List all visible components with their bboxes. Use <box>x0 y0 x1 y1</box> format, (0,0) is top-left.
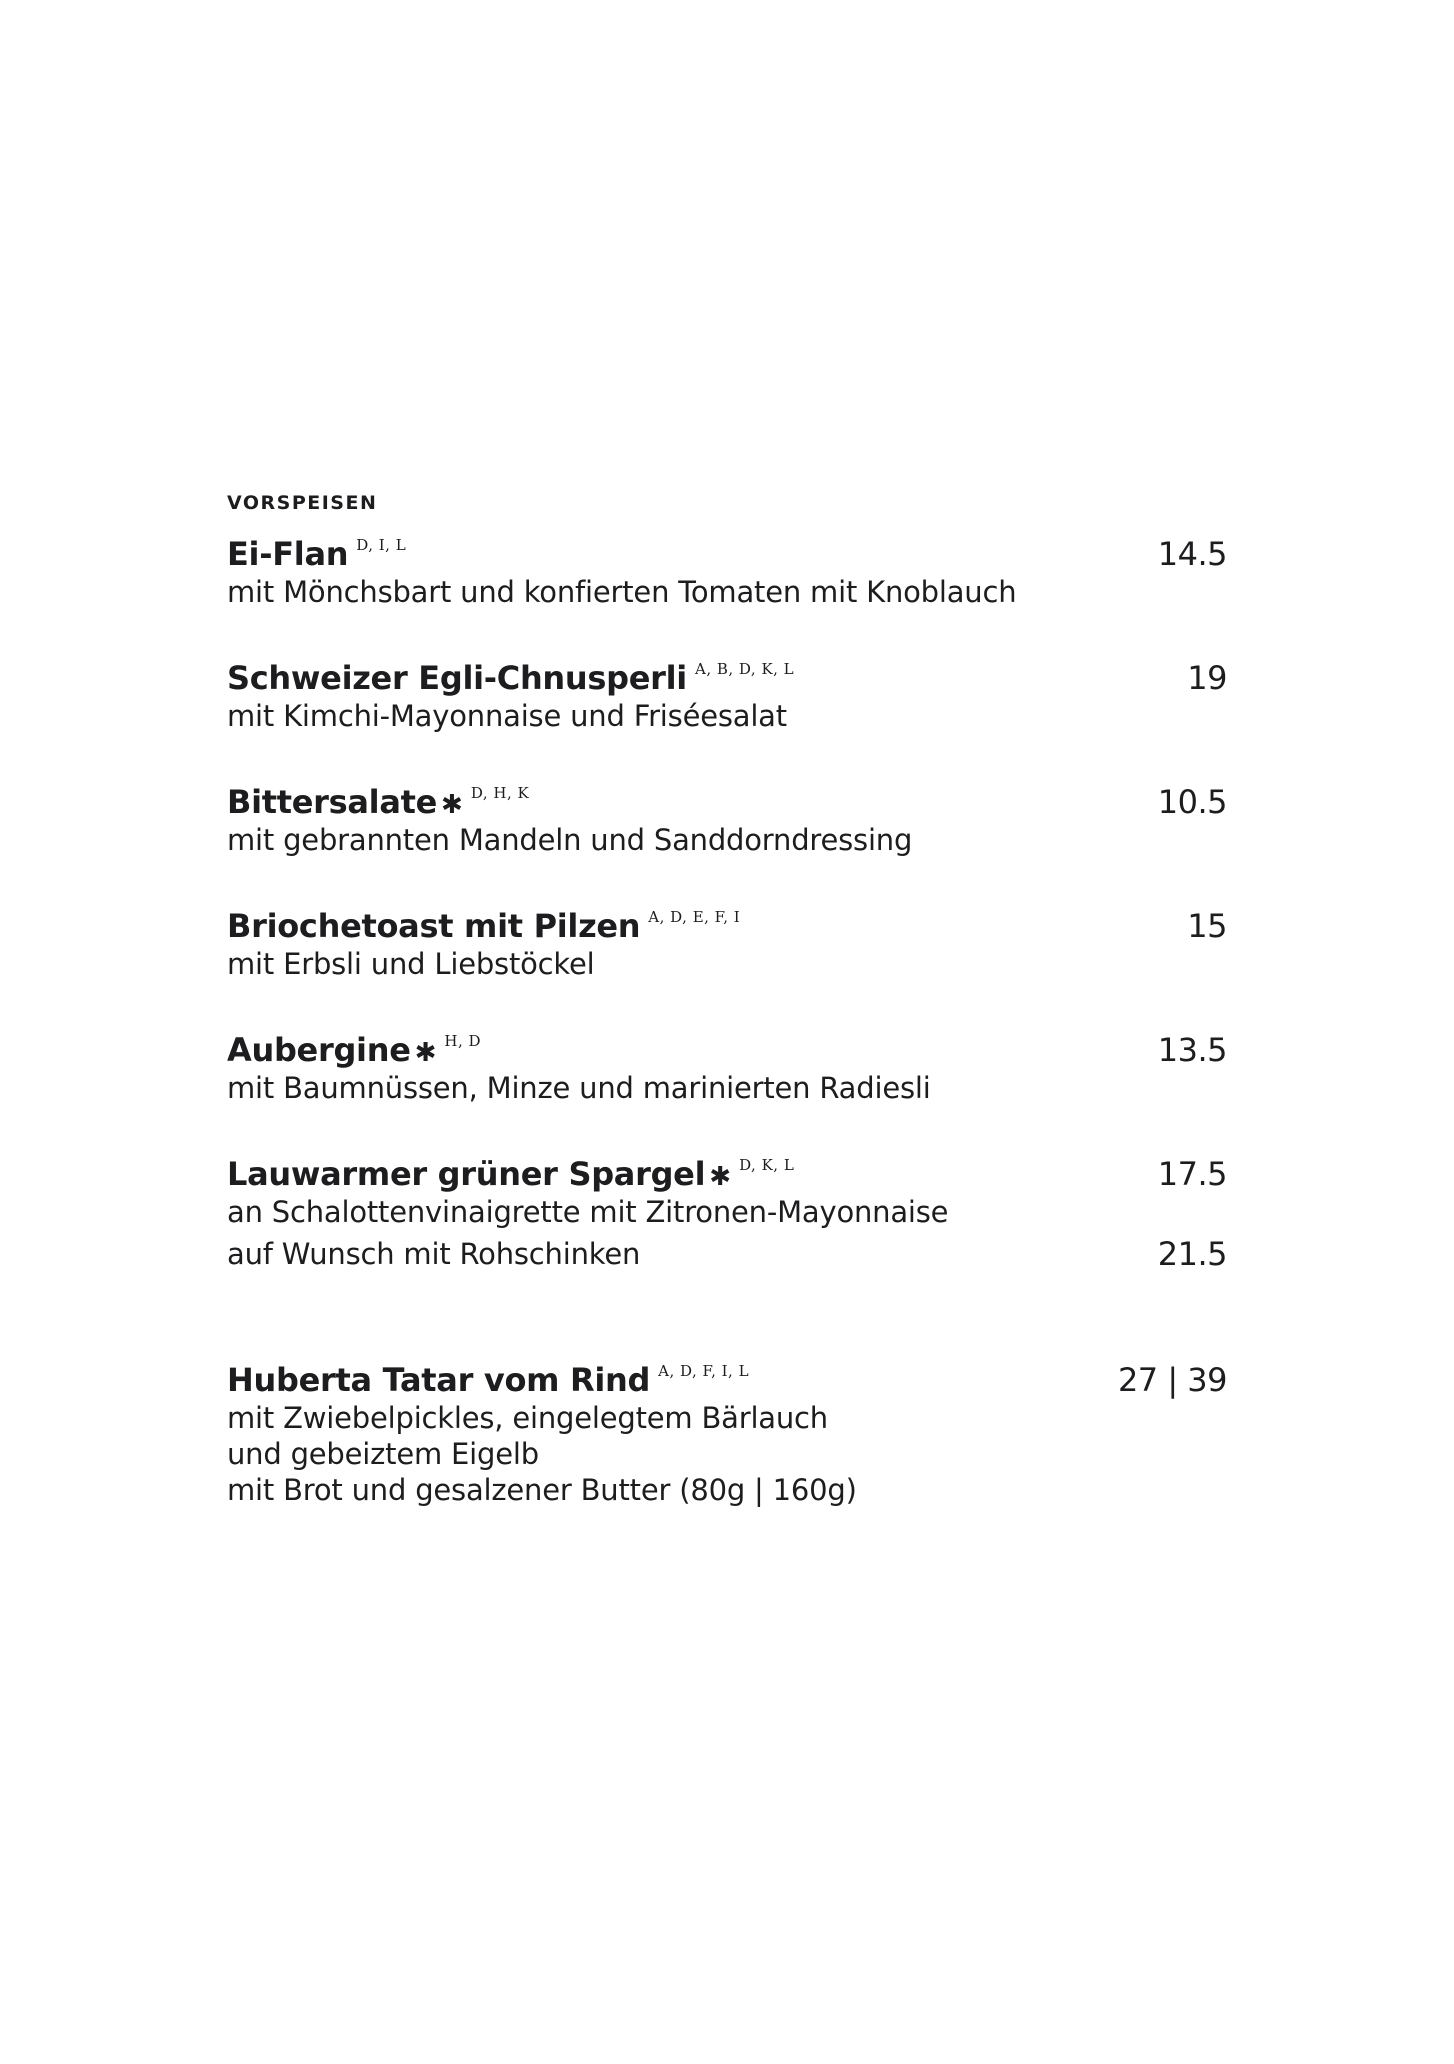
item-header <box>227 1154 1227 1194</box>
allergen-codes: D, I, L <box>356 536 407 554</box>
item-description: mit gebrannten Mandeln und Sanddorndressing <box>227 823 913 857</box>
menu-item <box>227 1030 1227 1106</box>
item-price: 19 <box>1187 659 1227 697</box>
item-name: Lauwarmer grüner Spargel <box>227 1155 706 1193</box>
allergen-codes: H, D <box>444 1032 482 1050</box>
item-description: mit Brot und gesalzener Butter (80g | 160g) <box>227 1473 857 1507</box>
item-price: 13.5 <box>1157 1031 1227 1069</box>
option-label: auf Wunsch mit Rohschinken <box>227 1237 641 1271</box>
item-header <box>227 782 1227 822</box>
item-description: mit Zwiebelpickles, eingelegtem Bärlauch <box>227 1401 828 1435</box>
item-description: mit Erbsli und Liebstöckel <box>227 947 595 981</box>
item-header <box>227 658 1227 698</box>
allergen-codes: A, D, F, I, L <box>658 1362 750 1380</box>
item-header <box>227 1030 1227 1070</box>
menu-item <box>227 534 1227 610</box>
item-price: 14.5 <box>1157 535 1227 573</box>
vegetarian-star-icon: ✱ <box>709 1162 732 1192</box>
item-description: und gebeiztem Eigelb <box>227 1437 539 1471</box>
item-header <box>227 906 1227 946</box>
item-description: mit Mönchsbart und konfierten Tomaten mit Knoblauch <box>227 575 1017 609</box>
item-option <box>227 1236 1227 1272</box>
item-name: Ei-Flan <box>227 535 349 573</box>
item-price: 27 | 39 <box>1117 1361 1227 1399</box>
vegetarian-star-icon: ✱ <box>414 1038 437 1068</box>
item-description: mit Baumnüssen, Minze und marinierten Radiesli <box>227 1071 931 1105</box>
item-price: 17.5 <box>1157 1155 1227 1193</box>
item-description: mit Kimchi-Mayonnaise und Friséesalat <box>227 699 787 733</box>
item-header <box>227 534 1227 574</box>
allergen-codes: D, K, L <box>739 1156 795 1174</box>
option-price: 21.5 <box>1157 1235 1227 1273</box>
menu-page <box>227 490 1227 1556</box>
item-header <box>227 1360 1227 1400</box>
menu-item <box>227 1360 1227 1508</box>
allergen-codes: A, D, E, F, I <box>648 908 741 926</box>
item-name: Briochetoast mit Pilzen <box>227 907 641 945</box>
menu-item <box>227 1154 1227 1272</box>
item-price: 15 <box>1187 907 1227 945</box>
allergen-codes: D, H, K <box>470 784 530 802</box>
item-description: an Schalottenvinaigrette mit Zitronen-Mayonnaise <box>227 1195 949 1229</box>
section-title: VORSPEISEN <box>227 492 378 514</box>
menu-item <box>227 906 1227 982</box>
item-price: 10.5 <box>1157 783 1227 821</box>
menu-item <box>227 658 1227 734</box>
menu-item <box>227 782 1227 858</box>
item-name: Schweizer Egli-Chnusperli <box>227 659 687 697</box>
item-name: Bittersalate <box>227 783 438 821</box>
item-name: Aubergine <box>227 1031 411 1069</box>
item-name: Huberta Tatar vom Rind <box>227 1361 651 1399</box>
vegetarian-star-icon: ✱ <box>441 790 463 820</box>
allergen-codes: A, B, D, K, L <box>694 660 795 678</box>
